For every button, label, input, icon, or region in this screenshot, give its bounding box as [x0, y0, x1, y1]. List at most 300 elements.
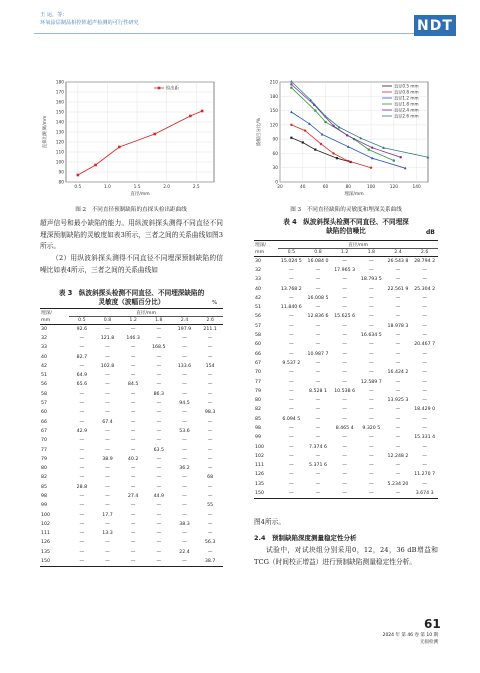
table-col-header: 0.5: [69, 317, 95, 325]
y-tick-label: 180: [55, 80, 64, 86]
data-point: [368, 149, 370, 151]
table-row: [254, 387, 438, 396]
table-cell-value: —: [207, 354, 213, 360]
table-cell-value: 94.5: [179, 401, 190, 407]
table-cell-value: 12.248 2: [387, 453, 409, 459]
table-row: [254, 424, 438, 433]
table-cell-value: —: [182, 438, 187, 444]
table-cell-value: —: [182, 456, 187, 462]
table-cell-value: —: [288, 444, 294, 450]
table-cell-value: —: [156, 438, 162, 444]
table-cell-value: —: [395, 444, 401, 450]
figure-3-caption: 图 3 不同直径缺陷的灵敏度和埋深关系曲线: [290, 207, 402, 213]
table-cell-value: —: [315, 370, 321, 376]
table-cell-depth: 79: [255, 388, 261, 394]
table-col-header: 2.4: [172, 317, 198, 325]
table-cell-value: —: [422, 379, 427, 385]
table-cell-value: —: [105, 345, 110, 351]
table-cell-depth: 56: [255, 314, 261, 320]
table-cell-value: —: [130, 466, 136, 472]
table-cell-value: —: [79, 391, 85, 397]
table-row: [40, 501, 223, 510]
table-cell-depth: 99: [41, 503, 47, 509]
table-cell-value: 16.008 5: [307, 295, 329, 301]
paragraph-4: 试验中，对试块组分别采用0，12，24，36 dB增益和TCG（时间校正增益）进行预制缺陷测量稳定性分析。: [254, 546, 438, 566]
table-cell-value: 44.9: [153, 493, 165, 499]
table-row: [254, 433, 438, 442]
table-cell-value: 121.8: [100, 335, 115, 341]
table-cell-depth: 111: [255, 463, 264, 469]
table-cell-value: —: [395, 388, 401, 394]
table-cell-depth: 85: [41, 484, 47, 490]
table-row: [40, 557, 223, 566]
table-cell-depth: 32: [41, 335, 47, 341]
table-cell-value: —: [288, 295, 294, 301]
table-cell-value: —: [288, 323, 294, 329]
table-cell-value: —: [315, 398, 321, 404]
table-cell-value: —: [182, 540, 187, 546]
y-tick-label: 170: [55, 90, 64, 96]
table-cell-value: 13.3: [102, 531, 113, 537]
figure-2-svg: [40, 78, 222, 203]
table-cell-value: —: [368, 472, 374, 478]
table-cell-value: —: [395, 425, 401, 431]
table-cell-value: —: [278, 489, 305, 498]
table-cell-value: —: [315, 435, 321, 441]
table-cell-value: —: [422, 323, 427, 329]
table-cell-value: —: [342, 277, 347, 283]
table-cell-depth: 102: [255, 453, 264, 459]
table-cell-value: —: [288, 388, 294, 394]
table-cell-value: —: [182, 475, 187, 481]
table-cell-value: —: [288, 453, 294, 459]
data-point: [290, 87, 292, 89]
table-cell-value: 10.987 7: [307, 351, 329, 357]
table-cell-depth: 150: [40, 557, 69, 566]
table-cell-value: —: [288, 333, 294, 339]
table-row: [254, 461, 438, 470]
table-cell-value: —: [105, 503, 110, 509]
table-cell-value: 8.465 4: [335, 425, 354, 431]
table-cell-value: —: [207, 335, 213, 341]
table-cell-value: 11.270 7: [414, 472, 436, 478]
x-tick-label: 100: [366, 185, 376, 190]
table-cell-value: —: [182, 447, 187, 453]
table-cell-value: —: [395, 463, 401, 469]
running-header: [40, 11, 139, 27]
data-point: [304, 129, 306, 131]
table-cell-value: —: [368, 388, 374, 394]
table-row: [254, 322, 438, 331]
table-cell-depth: 32: [255, 267, 261, 273]
table-cell-value: —: [156, 466, 162, 472]
data-point: [324, 121, 326, 123]
table-cell-depth: 135: [255, 481, 264, 487]
table-cell-value: —: [130, 410, 136, 416]
table-cell-value: 38.7: [197, 557, 223, 566]
table-row: [254, 266, 438, 275]
y-tick-label: 80: [58, 180, 64, 186]
table-cell-value: —: [395, 342, 401, 348]
table-cell-value: 211.1: [203, 326, 217, 332]
table-cell-value: —: [342, 444, 347, 450]
table-cell-value: —: [207, 345, 213, 351]
table-cell-value: —: [395, 407, 401, 413]
table-cell-value: 22.4: [179, 549, 190, 555]
table-cell-value: —: [130, 540, 136, 546]
table-cell-value: —: [130, 373, 136, 379]
table-cell-value: —: [368, 323, 374, 329]
table-cell-value: 84.5: [127, 382, 139, 388]
table-cell-value: —: [156, 326, 162, 332]
table-cell-depth: 100: [255, 444, 264, 450]
journal-logo: NDT: [414, 15, 456, 36]
table-cell-depth: 126: [41, 540, 50, 546]
table-cell-value: 38.9: [102, 456, 113, 462]
table-cell-depth: 77: [255, 379, 261, 385]
data-point: [154, 133, 157, 136]
table-cell-value: —: [207, 484, 213, 490]
table-col-header: 1.8: [146, 317, 172, 325]
legend-label: 直径2.6 mm: [394, 113, 419, 119]
table-col-header: 1.8: [358, 249, 385, 257]
table-4-mm-header: mm: [254, 249, 278, 257]
table-row: [254, 312, 438, 321]
table-cell-value: —: [368, 463, 374, 469]
x-tick-label: 140: [412, 185, 421, 190]
table-cell-value: 17.7: [102, 512, 113, 518]
table-cell-value: —: [315, 342, 321, 348]
table-col-header: 0.8: [305, 249, 332, 257]
table-cell-value: —: [130, 363, 136, 369]
table-cell-depth: 67: [255, 360, 261, 366]
table-cell-value: 12.836 6: [307, 314, 329, 320]
table-cell-value: —: [130, 428, 136, 434]
table-4-title: [254, 218, 438, 236]
data-point: [347, 160, 349, 162]
x-axis-label: 埋深/mm: [344, 192, 364, 197]
table-3-title-line1: 表 3 纵波斜探头检测不同直径、不同埋深缺陷的: [58, 289, 205, 297]
table-cell-value: —: [395, 314, 401, 320]
table-cell-value: 65.6: [76, 382, 88, 388]
table-row: [40, 417, 223, 426]
table-cell-value: —: [105, 401, 110, 407]
table-cell-value: —: [182, 512, 187, 518]
table-cell-value: —: [422, 453, 427, 459]
y-tick-label: 60: [272, 151, 278, 157]
table-row: [254, 452, 438, 461]
table-cell-depth: 111: [41, 531, 50, 537]
table-cell-value: —: [156, 540, 162, 546]
table-cell-value: —: [105, 326, 110, 332]
table-cell-depth: 30: [255, 258, 261, 264]
table-cell-depth: 67: [41, 428, 47, 434]
table-cell-value: —: [342, 333, 347, 339]
y-tick-label: 90: [272, 137, 278, 143]
x-tick-label: 20: [277, 185, 283, 190]
table-cell-value: —: [342, 342, 347, 348]
table-row: [40, 548, 223, 557]
table-cell-value: —: [79, 521, 85, 527]
table-cell-depth: 79: [41, 456, 47, 462]
table-cell-value: —: [422, 463, 427, 469]
table-cell-value: 98.3: [204, 410, 216, 416]
table-cell-value: —: [146, 557, 172, 566]
table-row: [40, 464, 223, 473]
legend-label: 直径2.4 mm: [394, 107, 419, 113]
figure-2-caption: 图 2 不同直径预制缺陷的直探头检出距曲线: [75, 207, 187, 213]
table-cell-value: —: [79, 345, 85, 351]
table-cell-value: 154: [205, 363, 215, 369]
table-cell-value: —: [288, 425, 294, 431]
table-cell-value: 64.9: [76, 373, 88, 379]
table-cell-value: —: [105, 354, 110, 360]
table-col-header: 2.6: [411, 249, 438, 257]
table-cell-value: —: [368, 370, 374, 376]
table-row: [254, 275, 438, 284]
table-cell-value: —: [182, 391, 187, 397]
table-cell-value: —: [207, 549, 213, 555]
table-cell-value: —: [395, 379, 401, 385]
table-cell-value: 68: [207, 475, 214, 481]
data-point: [314, 109, 316, 111]
table-row: [40, 492, 223, 501]
table-row: [254, 257, 438, 266]
table-cell-value: —: [105, 466, 110, 472]
table-cell-value: —: [422, 267, 427, 273]
x-tick-label: 2.0: [163, 185, 171, 190]
table-cell-value: —: [422, 416, 427, 422]
table-cell-value: —: [368, 481, 374, 487]
data-point: [77, 174, 80, 177]
table-cell-depth: 56: [41, 382, 47, 388]
x-axis-label: 直径/mm: [130, 192, 150, 197]
table-cell-value: —: [130, 345, 136, 351]
table-cell-value: —: [156, 382, 162, 388]
y-tick-label: 140: [55, 120, 64, 126]
table-row: [40, 455, 223, 464]
table-cell-value: —: [368, 398, 374, 404]
table-cell-value: —: [342, 407, 347, 413]
table-row: [40, 520, 223, 529]
x-tick-label: 60: [322, 185, 329, 190]
y-tick-label: 90: [58, 170, 64, 176]
table-cell-value: —: [368, 342, 374, 348]
table-cell-value: —: [342, 472, 347, 478]
table-3-title-line2: 灵敏度（波幅百分比）: [98, 298, 165, 306]
table-row: [254, 489, 438, 498]
table-cell-value: —: [156, 521, 162, 527]
table-cell-value: 5.234 20: [387, 481, 409, 487]
table-cell-value: —: [422, 277, 427, 283]
table-cell-value: —: [368, 314, 374, 320]
table-cell-depth: 70: [255, 370, 261, 376]
table-row: [40, 538, 223, 547]
table-cell-value: 9.320 5: [362, 425, 381, 431]
table-cell-depth: 58: [255, 333, 261, 339]
table-cell-value: —: [105, 373, 110, 379]
table-row: [254, 405, 438, 414]
table-cell-value: —: [156, 419, 162, 425]
table-row: [40, 334, 223, 343]
table-cell-depth: 40: [41, 354, 47, 360]
table-cell-value: —: [182, 373, 187, 379]
table-cell-value: —: [422, 314, 427, 320]
table-cell-depth: 98: [41, 493, 47, 499]
table-col-header: 2.4: [385, 249, 412, 257]
table-cell-value: 53.6: [179, 428, 190, 434]
table-cell-value: 40.2: [127, 456, 139, 462]
table-3-unit: %: [212, 300, 218, 306]
table-cell-value: 18.978 3: [387, 323, 409, 329]
table-row: [254, 470, 438, 479]
table-row: [40, 445, 223, 454]
table-cell-value: 5.371 6: [309, 463, 327, 469]
y-tick-label: 160: [55, 100, 64, 106]
table-4-unit: dB: [426, 229, 435, 236]
table-cell-value: —: [207, 419, 213, 425]
data-point: [399, 156, 401, 158]
table-cell-value: —: [105, 382, 110, 388]
table-cell-depth: 82: [255, 407, 261, 413]
table-cell-value: 67.4: [102, 419, 113, 425]
table-cell-value: —: [79, 475, 85, 481]
table-cell-depth: 98: [255, 425, 261, 431]
table-cell-value: —: [342, 416, 347, 422]
table-cell-value: —: [105, 447, 110, 453]
table-cell-depth: 33: [255, 277, 261, 283]
footer-journal: 无损检测: [420, 640, 438, 645]
table-row: [254, 480, 438, 489]
table-cell-value: —: [79, 363, 85, 369]
table-cell-value: —: [105, 428, 110, 434]
table-cell-value: —: [395, 472, 401, 478]
table-cell-value: 18.429 0: [414, 407, 436, 413]
table-cell-value: —: [342, 258, 347, 264]
table-cell-value: —: [130, 326, 136, 332]
table-cell-value: —: [79, 456, 85, 462]
table-cell-value: —: [422, 351, 427, 357]
table-cell-value: —: [182, 410, 187, 416]
table-cell-value: —: [105, 475, 110, 481]
table-cell-value: —: [368, 453, 374, 459]
y-axis-label: 波幅百分比/%: [257, 117, 262, 147]
table-cell-depth: 85: [255, 416, 261, 422]
table-cell-value: —: [130, 549, 136, 555]
table-cell-value: —: [182, 354, 187, 360]
x-tick-label: 1.0: [104, 185, 111, 190]
table-cell-value: 18.793 5: [360, 277, 382, 283]
table-cell-value: —: [315, 360, 321, 366]
table-cell-depth: 66: [255, 351, 261, 357]
table-row: [40, 343, 223, 352]
y-tick-label: 120: [269, 123, 278, 129]
table-cell-depth: 99: [255, 435, 261, 441]
table-cell-value: —: [156, 363, 162, 369]
table-cell-value: —: [288, 342, 294, 348]
table-cell-value: —: [182, 531, 187, 537]
table-cell-value: —: [207, 521, 213, 527]
table-cell-value: —: [368, 416, 374, 422]
table-cell-depth: 33: [41, 345, 47, 351]
table-cell-value: 102.8: [100, 363, 115, 369]
table-cell-depth: 42: [41, 363, 47, 369]
table-cell-value: —: [207, 447, 213, 453]
table-cell-depth: 80: [255, 398, 261, 404]
table-4: [254, 240, 438, 499]
legend-marker: [158, 87, 161, 90]
y-tick-label: 110: [55, 150, 64, 156]
table-cell-value: —: [315, 286, 321, 292]
table-row: [40, 380, 223, 389]
y-axis-label: 直探出距离/mm: [43, 115, 48, 149]
table-cell-value: 16.634 5: [360, 333, 382, 339]
table-cell-depth: 30: [41, 326, 47, 332]
table-3-diameter-header: 直径/mm: [69, 309, 223, 317]
table-4-depth-header: 埋深/: [254, 241, 278, 249]
table-row: [254, 359, 438, 368]
table-cell-value: 16.424 2: [387, 370, 409, 376]
y-tick-label: 100: [55, 160, 64, 166]
table-cell-value: —: [182, 345, 187, 351]
table-cell-value: —: [69, 557, 95, 566]
table-cell-value: —: [79, 438, 85, 444]
table-row: [254, 349, 438, 358]
table-cell-value: —: [422, 333, 427, 339]
table-cell-depth: 135: [41, 549, 50, 555]
table-cell-value: 11.840 6: [280, 305, 302, 311]
table-cell-value: —: [288, 472, 294, 478]
table-cell-value: —: [207, 531, 213, 537]
table-cell-value: —: [395, 277, 401, 283]
table-cell-value: —: [342, 481, 347, 487]
table-cell-value: —: [207, 456, 213, 462]
table-cell-value: —: [156, 484, 162, 490]
table-cell-value: —: [395, 333, 401, 339]
table-cell-value: —: [385, 489, 412, 498]
data-point: [336, 157, 338, 159]
table-cell-value: —: [422, 370, 427, 376]
table-cell-value: 10.538 6: [334, 388, 356, 394]
table-cell-value: 15.625 6: [334, 314, 356, 320]
table-cell-value: —: [130, 391, 136, 397]
table-cell-value: —: [156, 428, 162, 434]
table-cell-value: —: [395, 360, 401, 366]
data-point: [118, 146, 121, 149]
table-col-header: 1.2: [331, 249, 358, 257]
table-cell-value: —: [79, 503, 85, 509]
paragraph-3: 图4所示。: [254, 518, 286, 526]
table-cell-depth: 100: [41, 512, 50, 518]
table-row: [40, 408, 223, 417]
table-cell-value: —: [422, 305, 427, 311]
table-cell-value: —: [130, 531, 136, 537]
y-tick-label: 130: [55, 130, 64, 136]
table-cell-value: 3.674 3: [411, 489, 438, 498]
y-tick-label: 30: [272, 166, 278, 172]
table-cell-value: —: [130, 503, 136, 509]
table-cell-value: —: [130, 484, 136, 490]
table-cell-value: —: [79, 419, 85, 425]
table-cell-value: —: [130, 512, 136, 518]
table-cell-value: —: [79, 335, 85, 341]
table-cell-value: 55: [207, 503, 214, 509]
table-cell-value: —: [79, 512, 85, 518]
y-tick-label: 150: [55, 110, 64, 116]
table-cell-depth: 80: [41, 466, 47, 472]
table-cell-value: 13.768 2: [280, 286, 302, 292]
header-rule: [34, 33, 416, 34]
